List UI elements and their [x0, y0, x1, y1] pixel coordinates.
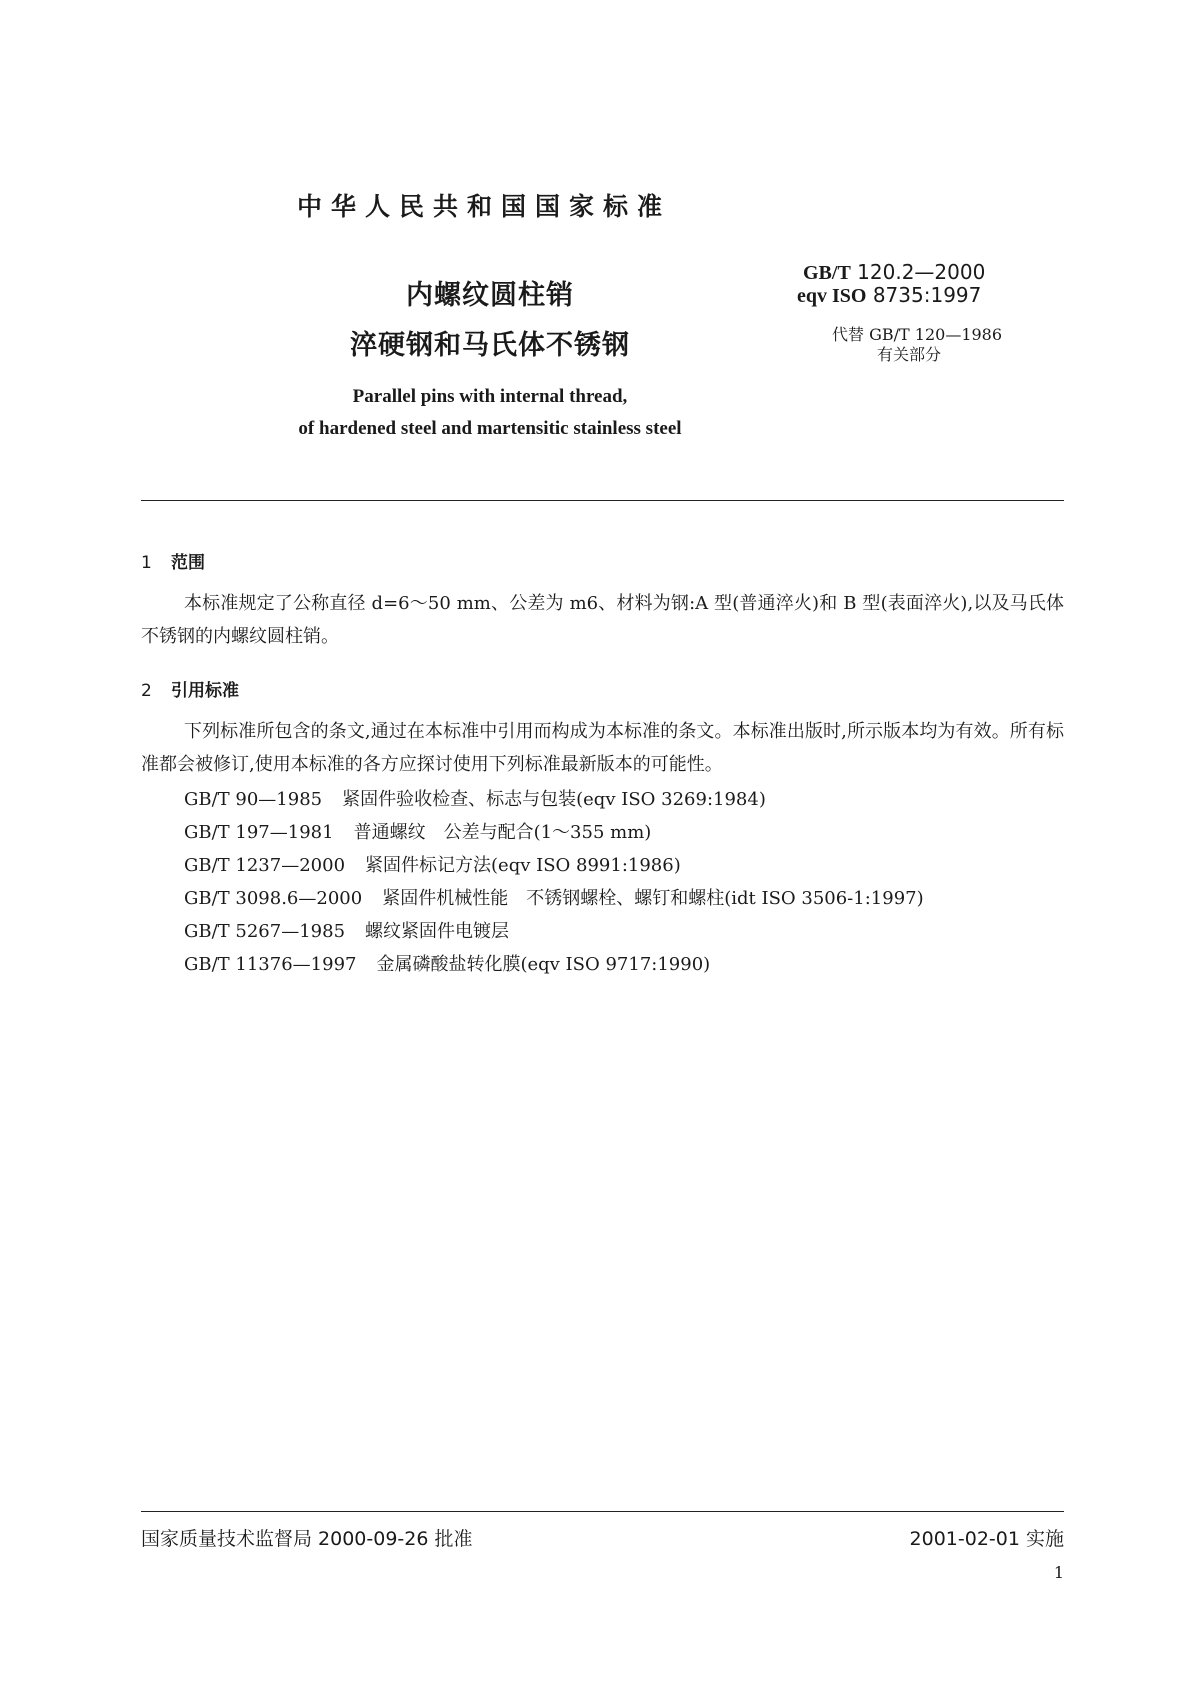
national-standard-heading: 中华人民共和国国家标准: [297, 192, 672, 221]
reference-code: GB/T 3098.6—2000: [184, 888, 363, 909]
reference-code: GB/T 1237—2000: [184, 855, 346, 876]
reference-title: 紧固件验收检查、标志与包装(eqv ISO 3269:1984): [342, 789, 766, 810]
reference-code: GB/T 5267—1985: [184, 921, 346, 942]
section-title: 引用标准: [171, 681, 239, 701]
reference-item: [184, 849, 924, 882]
reference-item: [184, 783, 924, 816]
reference-title: 普通螺纹 公差与配合(1～355 mm): [353, 822, 652, 843]
standard-code-prefix: GB/T: [803, 262, 851, 284]
reference-code: GB/T 11376—1997: [184, 954, 357, 975]
reference-item: [184, 882, 924, 915]
reference-item: [184, 948, 924, 981]
reference-item: [184, 915, 924, 948]
approval-info: 国家质量技术监督局 2000-09-26 批准: [141, 1528, 473, 1550]
reference-title: 螺纹紧固件电镀层: [365, 921, 510, 942]
reference-code: GB/T 90—1985: [184, 789, 323, 810]
document-title-line1: 内螺纹圆柱销: [406, 280, 574, 311]
page-number: 1: [1053, 1563, 1064, 1582]
english-title-line2: of hardened steel and martensitic stainless steel: [298, 418, 682, 439]
replaces-standard: 代替 GB/T 120—1986: [832, 325, 1003, 344]
equivalent-iso-code: [797, 283, 981, 308]
equivalent-iso-number: 8735:1997: [872, 283, 982, 307]
section-number: 1: [141, 553, 152, 573]
section-heading-scope: [141, 548, 205, 573]
scope-paragraph: 本标准规定了公称直径 d=6～50 mm、公差为 m6、材料为钢:A 型(普通淬火)和 B 型(表面淬火),以及马氏体不锈钢的内螺纹圆柱销。: [141, 593, 1064, 647]
document-title-line2: 淬硬钢和马氏体不锈钢: [350, 330, 630, 361]
reference-list: [184, 783, 924, 981]
section-title: 范围: [171, 553, 205, 573]
replaces-standard-note: 有关部分: [877, 345, 942, 364]
reference-code: GB/T 197—1981: [184, 822, 334, 843]
references-paragraph: 下列标准所包含的条文,通过在本标准中引用而构成为本标准的条文。本标准出版时,所示版本均为有效。所有标准都会被修订,使用本标准的各方应探讨使用下列标准最新版本的可能性。: [141, 721, 1064, 775]
section-number: 2: [141, 681, 152, 701]
reference-item: [184, 816, 924, 849]
standard-code: [803, 260, 985, 285]
english-title-line1: Parallel pins with internal thread,: [352, 386, 628, 407]
section-heading-references: [141, 676, 239, 701]
standard-code-number: 120.2—2000: [857, 260, 986, 284]
reference-title: 紧固件标记方法(eqv ISO 8991:1986): [365, 855, 681, 876]
reference-title: 金属磷酸盐转化膜(eqv ISO 9717:1990): [376, 954, 711, 975]
reference-title: 紧固件机械性能 不锈钢螺栓、螺钉和螺柱(idt ISO 3506-1:1997): [382, 888, 924, 909]
footer-divider: [141, 1511, 1064, 1512]
header-divider: [141, 500, 1064, 501]
effective-date: 2001-02-01 实施: [909, 1528, 1064, 1550]
equivalent-iso-prefix: eqv ISO: [797, 285, 867, 307]
